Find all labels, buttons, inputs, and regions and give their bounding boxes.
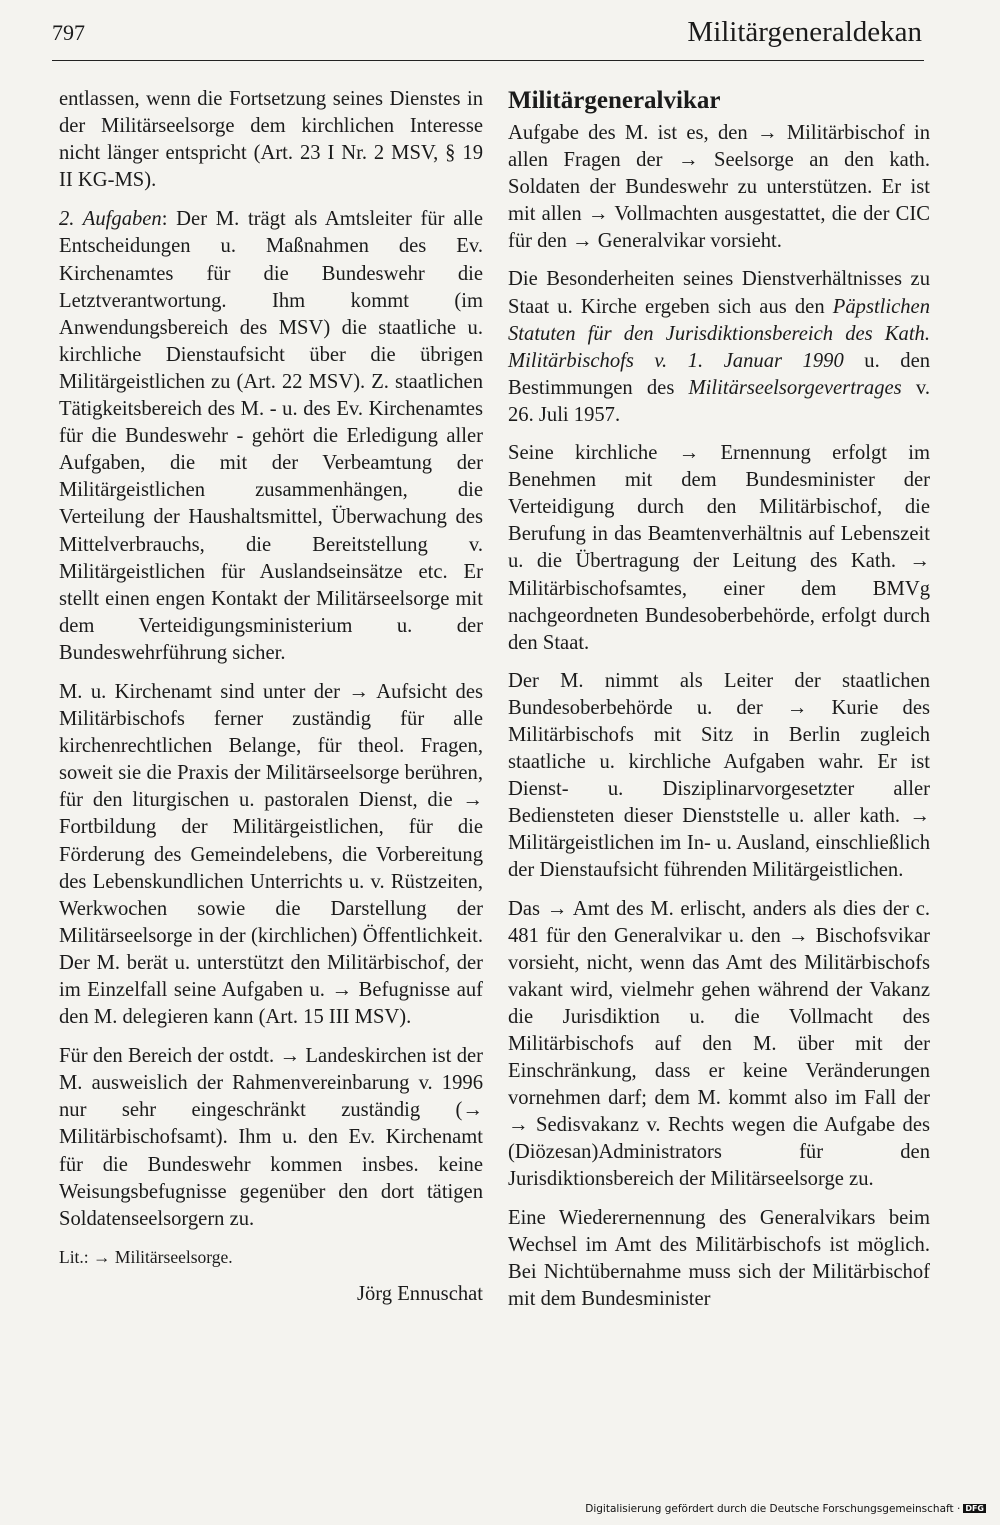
paragraph: M. u. Kirchenamt sind unter der → Aufsicht des Militärbischofs ferner zuständig für alle kirchenrechtlichen Belange, für theol. Fragen, soweit sie die Praxis der Militärseelsorge berühren, für den liturgischen u. pastoralen Dienst, die → Fortbildung der Militärgeistlichen, für die Förderung des Gemeindelebens, die Vorbereitung des Lebenskundlichen Unterrichts u. v. Rüstzeiten, Werkwochen sowie die Darstellung der Militärseelsorge in der (kirchlichen) Öffentlichkeit. Der M. berät u. unterstützt den Militärbischof, der im Einzelfall seine Aufgaben u. → Befugnisse auf den M. delegieren kann (Art. 15 III MSV). <box>59 680 483 1029</box>
paragraph: Das → Amt des M. erlischt, anders als dies der c. 481 für den Generalvikar u. den → Bischofsvikar vorsieht, nicht, wenn das Amt des Militärbischofs vakant wird, vielmehr gehen während der Vakanz die Jurisdiktion u. die Vollmacht des Militärbischofs auf den M. über mit der Einschränkung, dass er keine Veränderungen vornehmen darf; dem M. kommt also im Fall der → Sedisvakanz v. Rechts wegen die Aufgabe des (Diözesan)Administrators für den Jurisdiktionsbereich der Militärseelsorge zu. <box>508 897 930 1191</box>
literature-reference: Lit.: → Militärseelsorge. <box>59 1246 233 1267</box>
digitization-footer <box>585 1503 986 1515</box>
page-number: 797 <box>52 20 85 45</box>
dfg-logo: DFG <box>965 1504 984 1513</box>
paragraph: 2. Aufgaben: Der M. trägt als Amtsleiter für alle Entscheidungen u. Maßnahmen des Ev. Kirchenamtes für die Bundeswehr die Letztverantwortung. Ihm kommt (im Anwendungsbereich des MSV) die staatliche u. kirchliche Dienstaufsicht über die übrigen Militärgeistlichen zu (Art. 22 MSV). Z. staatlichen Tätigkeitsbereich des M. - u. des Ev. Kirchenamtes für die Bundeswehr - gehört die Erledigung aller Aufgaben, die mit der Verbeamtung der Militärgeistlichen zusammenhängen, die Verteilung der Haushaltsmittel, Überwachung des Mittelverbrauchs, die Bereitstellung v. Militärgeistlichen für Auslandseinsätze etc. Er stellt einen engen Kontakt der Militärseelsorge mit dem Verteidigungsministerium u. der Bundeswehrführung sicher. <box>59 208 483 664</box>
paragraph: Für den Bereich der ostdt. → Landeskirchen ist der M. ausweislich der Rahmenvereinbarung v. 1996 nur sehr eingeschränkt zuständig (→ Militärbischofsamt). Ihm u. den Ev. Kirchenamt für die Bundeswehr kommen insbes. keine Weisungsbefugnisse gegenüber den dort tätigen Soldatenseelsorgern zu. <box>59 1045 483 1230</box>
paragraph: Aufgabe des M. ist es, den → Militärbischof in allen Fragen der → Seelsorge an den kath. Soldaten der Bundeswehr zu unterstützen. Er ist mit allen → Vollmachten ausgestattet, die der CIC für den → Generalvikar vorsieht. <box>508 122 930 253</box>
paragraph: entlassen, wenn die Fortsetzung seines Dienstes in der Militärseelsorge dem kirchlichen Interesse nicht länger entspricht (Art. 23 I Nr. 2 MSV, § 19 II KG-MS). <box>59 88 483 192</box>
footer-text: Digitalisierung gefördert durch die Deutsche Forschungsgemeinschaft · <box>585 1503 961 1515</box>
right-column <box>508 86 930 1324</box>
paragraph: Der M. nimmt als Leiter der staatlichen Bundesoberbehörde u. der → Kurie des Militärbischofs mit Sitz in Berlin zugleich staatliche u. kirchliche Aufgaben wahr. Er ist Dienst- u. Disziplinarvorgesetzter aller Bediensteten dieser Dienststelle u. aller kath. → Militärgeistlichen im In- u. Ausland, einschließlich der Dienstaufsicht führenden Militärgeistlichen. <box>508 669 930 882</box>
left-column <box>59 86 483 1320</box>
author-name: Jörg Ennuschat <box>356 1282 483 1305</box>
paragraph: Seine kirchliche → Ernennung erfolgt im Benehmen mit dem Bundesminister der Verteidigung durch den Militärbischof, die Berufung in das Beamtenverhältnis auf Lebenszeit u. die Übertragung der Leitung des Kath. → Militärbischofsamtes, einer dem BMVg nachgeordneten Bundesoberbehörde, erfolgt durch den Staat. <box>508 442 930 654</box>
paragraph: Die Besonderheiten seines Dienstverhältnisses zu Staat u. Kirche ergeben sich aus den Päpstlichen Statuten für den Jurisdiktionsbereich des Kath. Militärbischofs v. 1. Januar 1990 u. den Bestimmungen des Militärseelsorgevertrages v. 26. Juli 1957. <box>508 268 931 426</box>
page-header <box>52 16 922 54</box>
running-head: Militärgeneraldekan <box>687 16 922 48</box>
paragraph: Eine Wiederernennung des Generalvikars beim Wechsel im Amt des Militärbischofs ist möglich. Bei Nichtübernahme muss sich der Militärbischof mit dem Bundesminister <box>508 1206 930 1310</box>
article-title: Militärgeneralvikar <box>508 87 721 114</box>
header-rule <box>52 60 924 61</box>
